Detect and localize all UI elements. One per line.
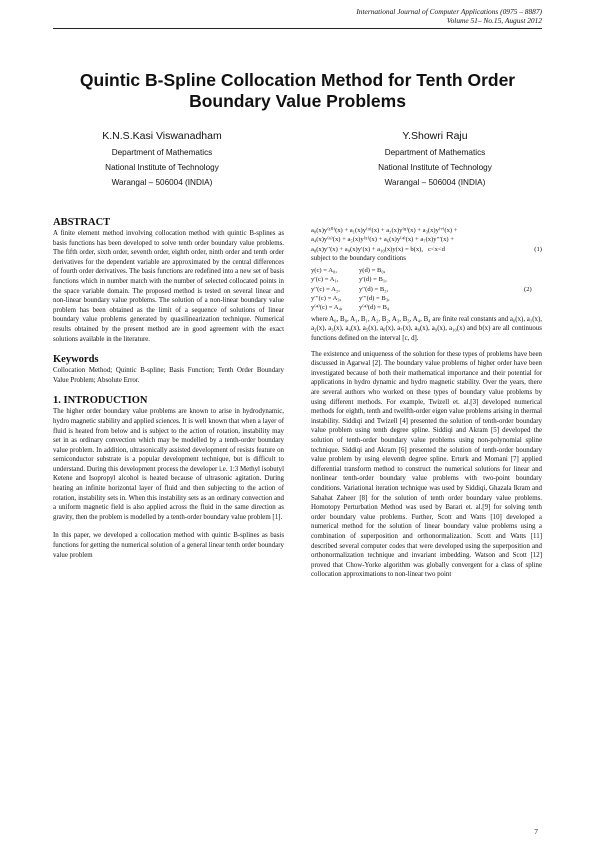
abstract-heading: ABSTRACT [53,217,111,228]
equation-1-line-1: a₀(x)y⁽¹⁰⁾(x) + a₁(x)y⁽⁹⁾(x) + a₂(x)y⁽⁸⁾(x) + a₃(x)y⁽⁷⁾(x) + [311,227,458,234]
equation-1-line-2: a₄(x)y⁽⁶⁾(x) + a₅(x)y⁽⁵⁾(x) + a₆(x)y⁽⁴⁾(x) + a₇(x)y′′′(x) + [311,236,454,244]
author-name: K.N.S.Kasi Viswanadham [102,130,222,142]
header-rule [53,28,542,29]
keywords-heading: Keywords [53,354,99,366]
keywords-text: Collocation Method; Quintic B-spline; Basis Function; Tenth Order Boundary Value Problem; Absolute Error. [53,367,284,384]
bc-left [311,266,359,313]
author-address: Warangal – 506004 (INDIA) [384,178,486,187]
journal-name: International Journal of Computer Applications (0975 – 8887) [356,7,542,16]
right-column [311,226,542,580]
page-number: 7 [534,827,538,836]
bc-item: y⁽⁴⁾(c) = A₄, [311,304,343,312]
author-dept: Department of Mathematics [111,148,213,157]
author-address: Warangal – 506004 (INDIA) [111,178,213,187]
equation-2-number: (2) [524,285,532,293]
bc-item: y′′(d) = B₂, [359,285,389,293]
bc-right [359,266,439,313]
equation-1-line-3: a₈(x)y′′(x) + a₉(x)y′(x) + a₁₀(x)y(x) = b(x), c<x<d [311,245,445,253]
boundary-conditions [311,266,542,313]
bc-item: y′(c) = A₁, [311,276,339,284]
intro-paragraph-1: The higher order boundary value problems are known to arise in hydrodynamic, hydro magnetic stability and applied sciences. It is well known that when a layer of fluid is heated from below and is subject to the action of rotation, instability may set in as ordinary convection which may be modelled by a tenth-order boundary value problem. In addition, ultrasonically assisted development of resists feature on semiconductor substrate is a popular development technique, but is difficult to understand. During this development process the developer i.e. 1:3 Methyl isobutyl Ketene and Isopropyl alcohol is heated because of ultrasonic agitation. During heating an infinite horizontal layer of fluid and then subjecting to the action of rotation, instability sets in. When this instability sets as an ordinary convection and a uniform magnetic field is also applied across the fluid in the same direction as gravity, then the problem is modelled by a tenth-order boundary value problem [1]. [53,408,284,521]
bc-item: y′′′(c) = A₃, [311,295,342,303]
author-institution: National Institute of Technology [105,163,219,172]
equation-1-line-3-row [311,245,542,254]
bc-item: y′′′(d) = B₃, [359,295,390,303]
author-dept: Department of Mathematics [384,148,486,157]
author-block-2 [335,128,535,190]
bc-item: y′(d) = B₁, [359,276,387,284]
journal-volume: Volume 51– No.15, August 2012 [446,16,542,25]
bc-item: y(c) = A₀, [311,266,337,274]
where-text: where A₀, B₀, A₁, B₁, A₂, B₂, A₃, B₃, A₄, B₄ are finite real constants and a₀(x), a₁(x), a₂(x), a₃(x), a₄(x), a₅(x), a₆(x), a₇(x), a₈(x), a₉(x), a₁₀(x) and b(x) are all continuous functions defined on the interval [c, d]. [311,315,542,343]
author-name: Y.Showri Raju [402,130,468,142]
abstract-text: A finite element method involving collocation method with quintic B-splines as basis functions has been developed to solve tenth order boundary value problems. The fifth order, sixth order, seventh order, eighth order, ninth order and tenth order derivatives for the dependent variable are approximated by the central differences of fourth order derivatives. The basis functions are redefined into a new set of basis functions which in number match with the number of selected collocated points in the space variable domain. The proposed method is tested on several linear and non-linear boundary value problems. The solution of a non-linear boundary value problem has been obtained as the limit of a sequence of solutions of linear boundary value problems generated by quasilinearization technique. Numerical results obtained by the present method are in good agreement with the exact solutions available in the literature. [53,230,284,343]
author-block-1 [62,128,262,190]
bc-item: y′′(c) = A₂, [311,285,340,293]
bc-item: y(d) = B₀, [359,266,386,274]
left-column [53,216,284,560]
equation-1-number: (1) [534,245,542,253]
paper-title: Quintic B-Spline Collocation Method for Tenth Order Boundary Value Problems [79,70,516,111]
boundary-conditions-intro: subject to the boundary conditions [311,255,406,263]
literature-review-paragraph: The existence and uniqueness of the solution for these types of problems have been discussed in Agarwal [2]. The boundary value problems of higher order have been investigated because of both their mathematical importance and their potential for applications in hydro dynamic and hydro magnetic stability. Over the years, there are several authors who worked on these types of boundary value problems by using different methods. For example, Twizell et. al.[3] developed numerical methods for eighth, tenth and twelfth-order eigen value problems arising in thermal instability. Siddiqi and Twizell [4] presented the solution of tenth-order boundary value problem using tenth degree spline. Siddiqi and Akram [5] developed the solution of tenth-order boundary value problems using non-polynomial spline technique. Siddiqi and Akram [6] presented the solution of tenth-order boundary value problem by using eleventh degree spline. Erturk and Momani [7] applied differential transform method to construct the numerical solutions for linear and nonlinear tenth-order boundary value problems with two-point boundary conditions. Variational iteration technique was used by Siddiqi, Ghazala Ikram and Sabahat Zaheer [8] for the solution of tenth order boundary value problems. Homotopy Perturbation Method was used by Barari et. al.[9] for solving tenth order boundary value problems. Further, Scott and Watts [10] developed a numerical method for the solution of linear boundary value problems using a combination of superposition and orthonormalization. Scott and Watts [11] described several computer codes that were developed using the superposition and orthonormalization technique and invariant imbedding. Watson and Scott [12] proved that Chow-Yorke algorithm was globally convergent for a class of spline collocation approximations to non-linear two point [311,350,542,579]
intro-heading: 1. INTRODUCTION [53,395,148,407]
journal-header [356,7,542,25]
author-institution: National Institute of Technology [378,163,492,172]
bc-item: y⁽⁴⁾(d) = B₄ [359,304,390,312]
intro-paragraph-2: In this paper, we developed a collocation method with quintic B-splines as basis functions for getting the numerical solution of a general linear tenth order boundary value problem [53,532,284,559]
